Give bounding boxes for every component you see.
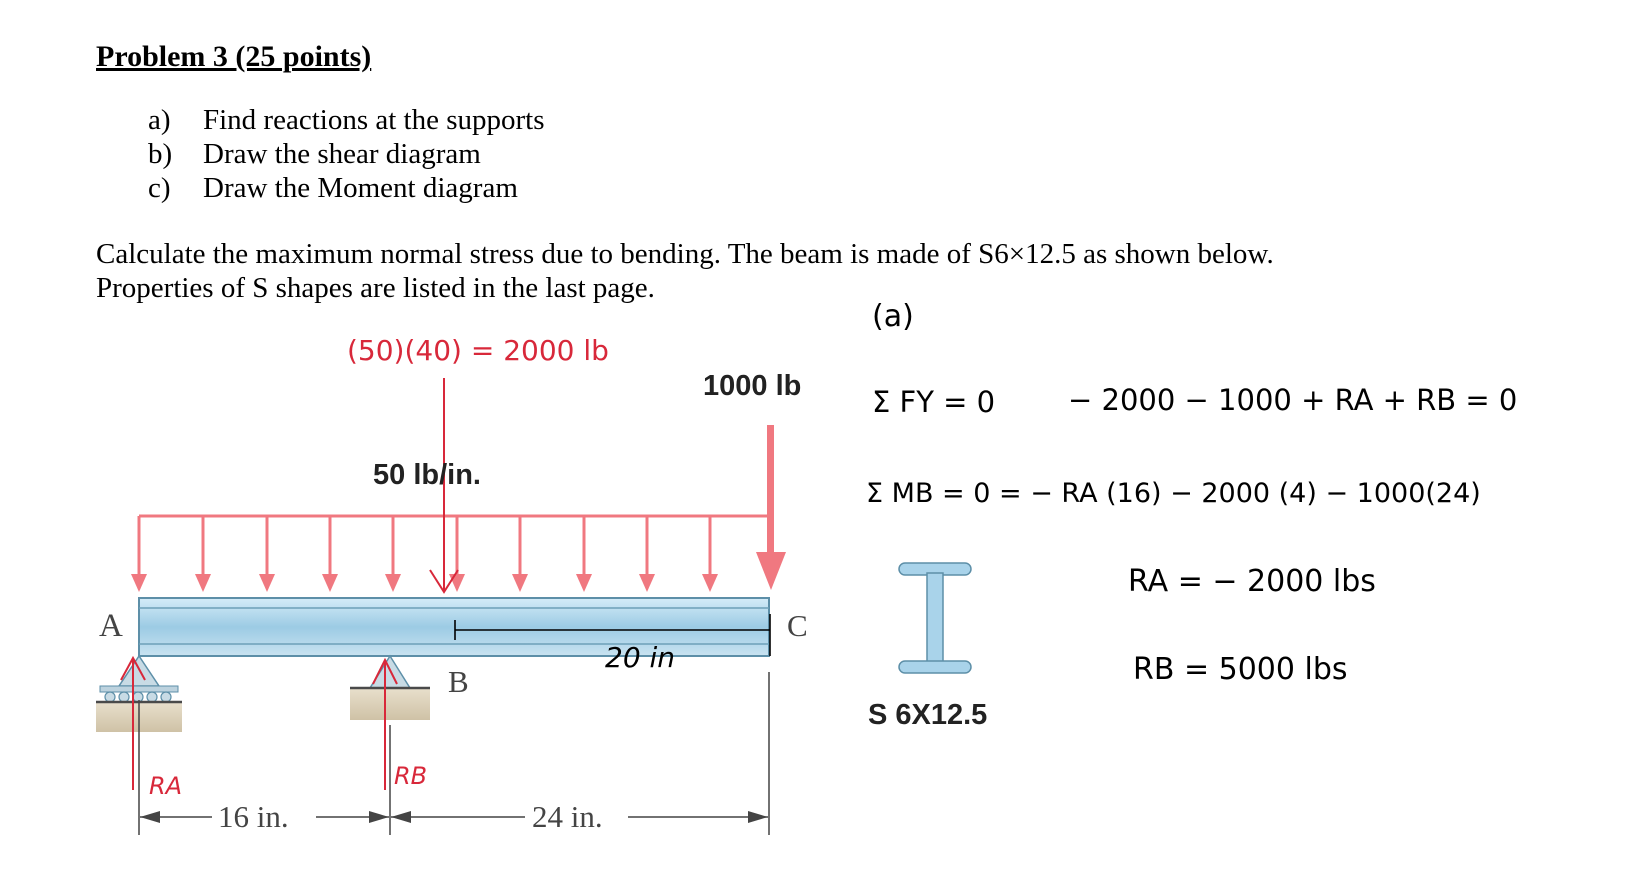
problem-statement-line1: Calculate the maximum normal stress due to bending. The beam is made of S6×12.5 as shown below.: [96, 238, 1274, 270]
dimension-right-label: 24 in.: [532, 799, 603, 834]
resultant-note: (50)(40) = 2000 lb: [347, 334, 609, 367]
task-text: Draw the Moment diagram: [203, 172, 518, 204]
support-b-label: B: [448, 664, 469, 699]
task-label: a): [148, 104, 171, 136]
load-arrow: [385, 516, 401, 592]
support-b: [350, 656, 430, 720]
force-balance-note: − 2000 − 1000 + RA + RB = 0: [1068, 383, 1518, 417]
reaction-b-result: RB = 5000 lbs: [1133, 652, 1348, 687]
task-text: Draw the shear diagram: [203, 138, 481, 170]
part-label-note: (a): [872, 299, 914, 334]
span-note: 20 in: [605, 641, 676, 674]
point-load-label: 1000 lb: [703, 370, 802, 402]
load-arrow: [259, 516, 275, 592]
problem-statement-line2: Properties of S shapes are listed in the last page.: [96, 272, 655, 304]
distributed-load-label: 50 lb/in.: [373, 459, 481, 491]
point-load-arrow: [756, 425, 786, 590]
task-label: c): [148, 172, 171, 204]
reaction-a-note: RA: [149, 772, 183, 800]
section-label: S 6X12.5: [868, 699, 988, 731]
i-beam-section-icon: [899, 563, 971, 673]
load-arrow: [131, 516, 147, 592]
reaction-a-result: RA = − 2000 lbs: [1128, 564, 1376, 599]
load-arrow: [195, 516, 211, 592]
dimension-left-label: 16 in.: [218, 799, 289, 834]
end-c-label: C: [787, 608, 808, 643]
load-arrow: [702, 516, 718, 592]
load-arrow: [322, 516, 338, 592]
task-label: b): [148, 138, 173, 170]
load-arrow: [512, 516, 528, 592]
task-text: Find reactions at the supports: [203, 104, 545, 136]
problem-title: Problem 3 (25 points): [96, 40, 372, 73]
load-arrow: [639, 516, 655, 592]
support-a-label: A: [99, 608, 123, 644]
load-arrow: [576, 516, 592, 592]
moment-balance-note: Σ MB = 0 = − RA (16) − 2000 (4) − 1000(24): [866, 478, 1481, 509]
reaction-b-note: RB: [394, 762, 428, 790]
sum-fy-note: Σ FY = 0: [872, 385, 996, 419]
